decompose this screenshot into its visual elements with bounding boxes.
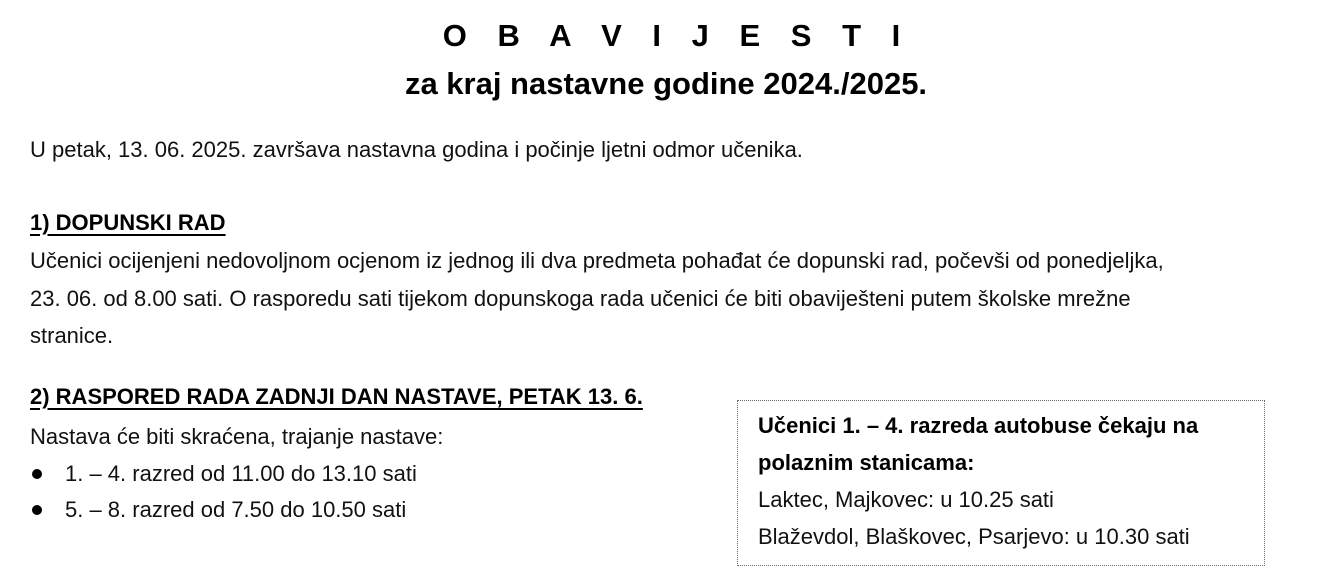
bullet-icon: [32, 469, 42, 479]
list-item-text: 1. – 4. razred od 11.00 do 13.10 sati: [65, 461, 417, 486]
bus-info-heading-1: Učenici 1. – 4. razreda autobuse čekaju na: [758, 413, 1199, 438]
document-title: O B A V I J E S T I: [442, 18, 912, 53]
section2-intro: Nastava će biti skraćena, trajanje nastave:: [30, 424, 444, 449]
document-subtitle: za kraj nastavne godine 2024./2025.: [404, 66, 928, 101]
schedule-list: [28, 456, 417, 528]
list-item: [28, 456, 417, 492]
list-item-text: 5. – 8. razred od 7.50 do 10.50 sati: [65, 497, 407, 522]
intro-paragraph: U petak, 13. 06. 2025. završava nastavna godina i počinje ljetni odmor učenika.: [30, 137, 803, 162]
section1-line-3: stranice.: [30, 323, 114, 348]
bus-info-line-2: Blaževdol, Blaškovec, Psarjevo: u 10.30 sati: [758, 524, 1190, 549]
bus-info-box: [737, 400, 1265, 566]
bus-info-line-1: Laktec, Majkovec: u 10.25 sati: [758, 487, 1054, 512]
section1-line-1: Učenici ocijenjeni nedovoljnom ocjenom iz jednog ili dva predmeta pohađat će dopunski rad, počevši od ponedjeljka,: [30, 248, 1164, 273]
bullet-icon: [32, 505, 42, 515]
section1-heading: 1) DOPUNSKI RAD: [30, 210, 226, 235]
list-item: [28, 492, 417, 528]
section1-line-2: 23. 06. od 8.00 sati. O rasporedu sati tijekom dopunskoga rada učenici će biti obaviješteni putem školske mrežne: [30, 286, 1131, 311]
section2-heading: 2) RASPORED RADA ZADNJI DAN NASTAVE, PETAK 13. 6.: [30, 384, 643, 409]
bus-info-heading-2: polaznim stanicama:: [758, 450, 975, 475]
